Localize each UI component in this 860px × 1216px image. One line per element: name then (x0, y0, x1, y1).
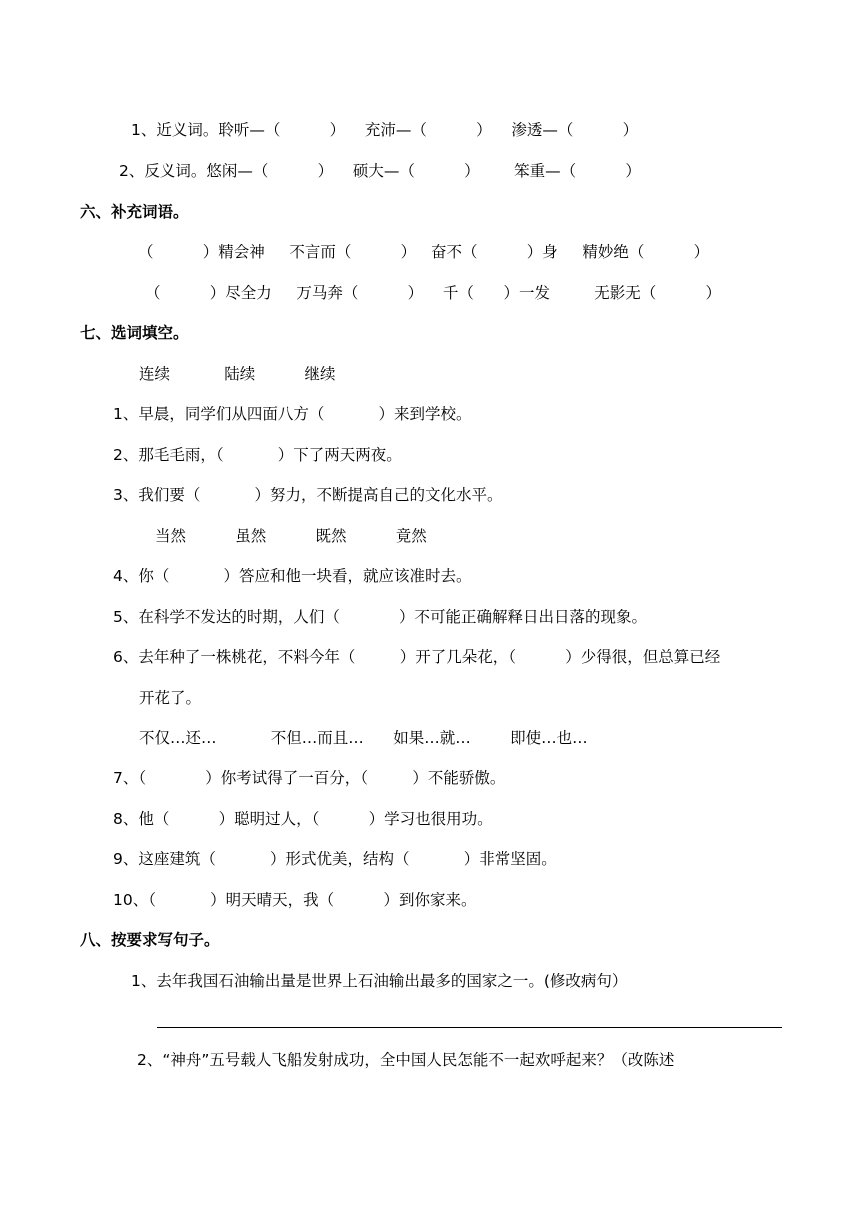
s8-question-1: 1、去年我国石油输出量是世界上石油输出最多的国家之一。(修改病句） (131, 972, 628, 990)
section-7-heading: 七、选词填空。 (80, 324, 189, 342)
s7-question-1: 1、早晨，同学们从四面八方（ ）来到学校。 (113, 405, 472, 423)
s6-line-1: （ ）精会神 不言而（ ） 奋不（ ）身 精妙绝（ ） (138, 243, 710, 261)
s7-question-7: 7、（ ）你考试得了一百分，（ ）不能骄傲。 (113, 769, 506, 787)
s7-question-10: 10、（ ）明天晴天，我（ ）到你家来。 (113, 891, 477, 909)
answer-line (157, 1027, 782, 1028)
word-choices-3: 不仅…还… 不但…而且… 如果…就… 即使…也… (139, 729, 588, 747)
word-choices-1: 连续 陆续 继续 (139, 365, 336, 383)
q5-line-synonyms: 1、近义词。聆听—（ ） 充沛—（ ） 渗透—（ ） (131, 121, 639, 139)
s7-question-2: 2、那毛毛雨，（ ）下了两天两夜。 (113, 446, 402, 464)
s7-question-6-cont: 开花了。 (139, 689, 202, 707)
word-choices-2: 当然 虽然 既然 竟然 (155, 527, 427, 545)
s7-question-6: 6、去年种了一株桃花，不料今年（ ）开了几朵花，（ ）少得很，但总算已经 (113, 648, 721, 666)
s7-question-9: 9、这座建筑（ ）形式优美，结构（ ）非常坚固。 (113, 850, 557, 868)
s7-question-8: 8、他（ ）聪明过人，（ ）学习也很用功。 (113, 810, 493, 828)
s8-question-2: 2、“神舟”五号载人飞船发射成功，全中国人民怎能不一起欢呼起来？（改陈述 (137, 1051, 675, 1069)
s7-question-4: 4、你（ ）答应和他一块看，就应该准时去。 (113, 567, 472, 585)
section-8-heading: 八、按要求写句子。 (80, 931, 220, 949)
q5-line-antonyms: 2、反义词。悠闲—（ ） 硕大—（ ） 笨重—（ ） (119, 162, 641, 180)
s6-line-2: （ ）尽全力 万马奔（ ） 千（ ）一发 无影无（ ） (145, 284, 722, 302)
section-6-heading: 六、补充词语。 (80, 203, 189, 221)
s7-question-5: 5、在科学不发达的时期，人们（ ）不可能正确解释日出日落的现象。 (113, 608, 647, 626)
s7-question-3: 3、我们要（ ）努力，不断提高自己的文化水平。 (113, 486, 503, 504)
